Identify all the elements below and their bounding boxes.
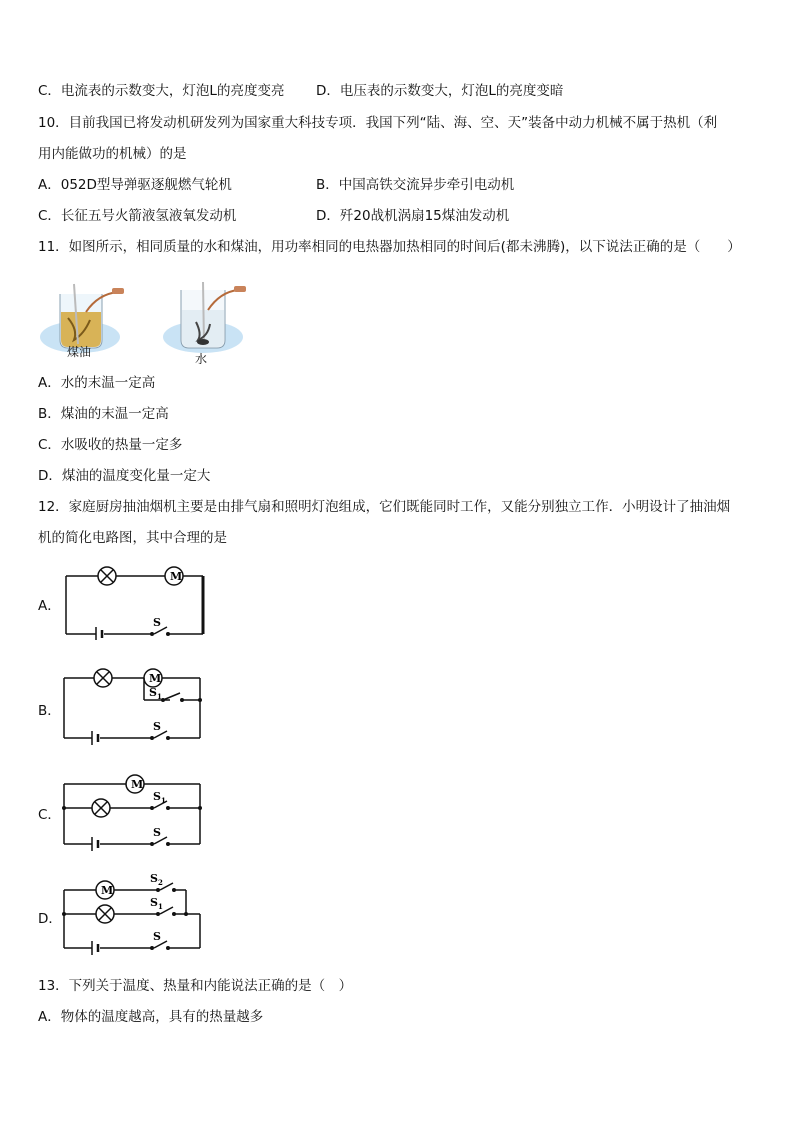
q11-option-a: A．水的末温一定高: [38, 375, 156, 391]
switch-label: S: [153, 616, 161, 629]
switch-s1-subscript: 1: [157, 692, 162, 701]
circuit-b: [60, 666, 208, 750]
switch-s1-label: S: [150, 896, 158, 909]
q12-stem-line1: 12．家庭厨房抽油烟机主要是由排气扇和照明灯泡组成，它们既能同时工作，又能分别独立工作．小明设计了抽油烟: [38, 499, 731, 515]
q10-option-b: B．中国高铁交流异步牵引电动机: [316, 177, 515, 193]
q11-option-b: B．煤油的末温一定高: [38, 406, 169, 422]
q10-option-a: A．052D型导弹驱逐舰燃气轮机: [38, 177, 232, 193]
circuit-d: [60, 872, 208, 960]
q10-option-c: C．长征五号火箭液氢液氧发动机: [38, 208, 237, 224]
q10-option-d: D．歼20战机涡扇15煤油发动机: [316, 208, 510, 224]
q12-stem-line2: 机的简化电路图，其中合理的是: [38, 530, 227, 546]
switch-s2-subscript: 2: [158, 878, 163, 887]
motor-symbol: M: [170, 570, 183, 583]
q13-stem: 13．下列关于温度、热量和内能说法正确的是（ ）: [38, 978, 353, 994]
switch-s1-label: S: [153, 790, 161, 803]
water-beaker: [163, 282, 246, 353]
water-label: 水: [195, 352, 208, 366]
q12-option-d-label: D．: [38, 911, 62, 927]
q11-option-d: D．煤油的温度变化量一定大: [38, 468, 211, 484]
q12-option-b-label: B．: [38, 703, 61, 719]
q13-option-a: A．物体的温度越高，具有的热量越多: [38, 1009, 264, 1025]
q12-option-c-label: C．: [38, 807, 61, 823]
circuit-a: [60, 564, 208, 640]
q10-stem-line1: 10．目前我国已将发动机研发列为国家重大科技专项．我国下列“陆、海、空、天”装备中动力机械不属于热机（利: [38, 115, 718, 131]
motor-symbol: M: [101, 884, 114, 897]
switch-label: S: [153, 720, 161, 733]
kerosene-label: 煤油: [67, 345, 92, 359]
switch-s1-label: S: [149, 686, 157, 699]
switch-s2-label: S: [150, 872, 158, 885]
q11-option-c: C．水吸收的热量一定多: [38, 437, 183, 453]
motor-symbol: M: [131, 778, 144, 791]
motor-symbol: M: [149, 672, 162, 685]
switch-s1-subscript: 1: [161, 796, 166, 805]
q11-stem: 11．如图所示，相同质量的水和煤油，用功率相同的电热器加热相同的时间后(都未沸腾)，以下说法正确的是（ ）: [38, 239, 741, 255]
switch-label: S: [153, 826, 161, 839]
switch-s1-subscript: 1: [158, 902, 163, 911]
q9-option-c: C．电流表的示数变大，灯泡L的亮度变亮: [38, 83, 285, 99]
q10-stem-line2: 用内能做功的机械）的是: [38, 146, 187, 162]
switch-label: S: [153, 930, 161, 943]
q12-option-a-label: A．: [38, 598, 61, 614]
circuit-c: [60, 770, 208, 856]
q9-option-d: D．电压表的示数变大，灯泡L的亮度变暗: [316, 83, 564, 99]
